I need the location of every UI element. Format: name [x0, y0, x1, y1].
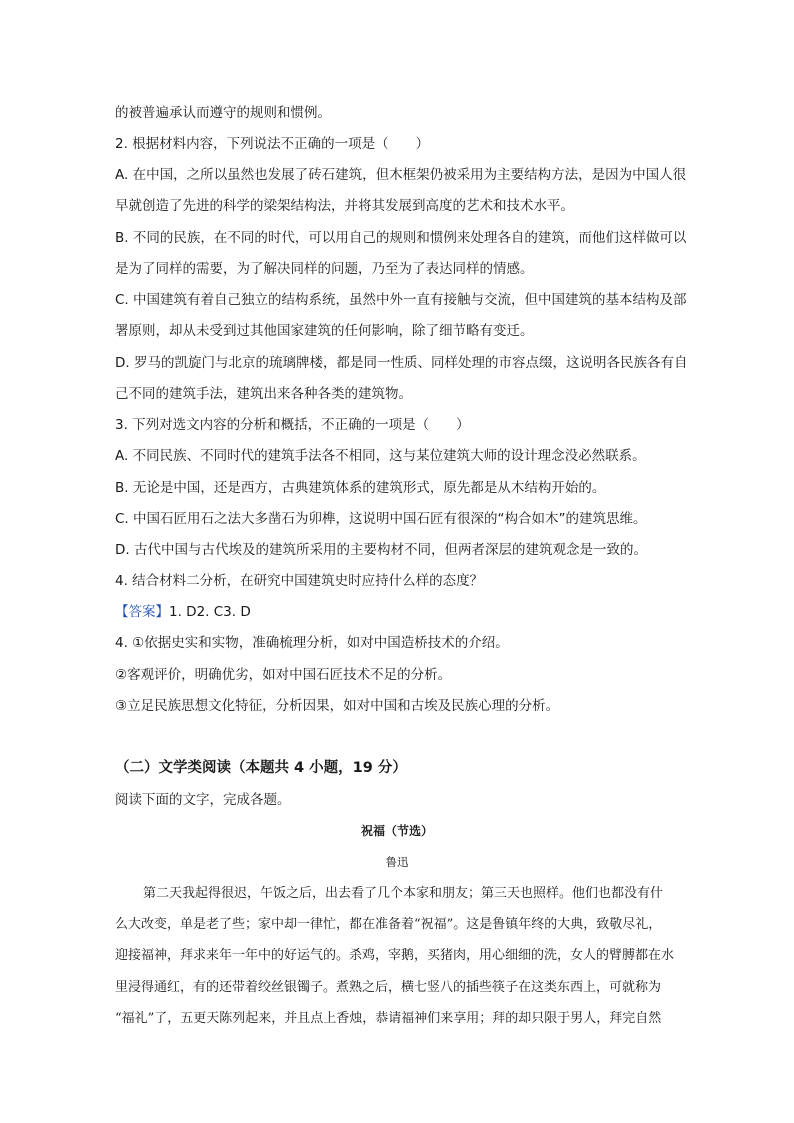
question-3: 3. 下列对选文内容的分析和概括，不正确的一项是（ ） — [115, 417, 470, 433]
answer-line — [115, 602, 705, 622]
analysis-line: ③立足民族思想文化特征，分析因果，如对中国和古埃及民族心理的分析。 — [115, 698, 560, 714]
answer-text: 1. D2. C3. D — [169, 604, 251, 620]
answer-tag: 【答案】 — [115, 604, 169, 620]
option-2a-line1: A. 在中国，之所以虽然也发展了砖石建筑，但木框架仍被采用为主要结构方法，是因为中国人很 — [115, 167, 687, 183]
question-4: 4. 结合材料二分析，在研究中国建筑史时应持什么样的态度？ — [115, 573, 484, 589]
option-3c: C. 中国石匠用石之法大多凿石为卯榫，这说明中国石匠有很深的“构合如木”的建筑思维。 — [115, 511, 647, 527]
option-3d: D. 古代中国与古代埃及的建筑所采用的主要构材不同，但两者深层的建筑观念是一致的。 — [115, 542, 647, 558]
story-line: 第二天我起得很迟，午饭之后，出去看了几个本家和朋友；第三天也照样。他们也都没有什 — [143, 886, 664, 901]
story-line: 里浸得通红，有的还带着绞丝银镯子。煮熟之后，横七竖八的插些筷子在这类东西上，可就称为 — [115, 980, 662, 995]
story-line: 么大改变，单是老了些；家中却一律忙，都在准备着“祝福”。这是鲁镇年终的大典，致敬尽礼， — [115, 917, 662, 932]
option-3a: A. 不同民族、不同时代的建筑手法各不相同，这与某位建筑大师的设计理念没必然联系。 — [115, 448, 646, 464]
analysis-line: 4. ①依据史实和实物，准确梳理分析，如对中国造桥技术的介绍。 — [115, 635, 509, 651]
story-title: 祝福（节选） — [360, 824, 433, 838]
reading-instruction: 阅读下面的文字，完成各题。 — [115, 792, 291, 808]
option-2b-line2: 是为了同样的需要，为了解决同样的问题，乃至为了表达同样的情感。 — [115, 261, 534, 277]
option-2b-line1: B. 不同的民族，在不同的时代，可以用自己的规则和惯例来处理各自的建筑，而他们这样做可以 — [115, 230, 687, 246]
section-heading: （二）文学类阅读（本题共 4 小题，19 分） — [115, 760, 407, 776]
option-2a-line2: 早就创造了先进的科学的梁架结构法，并将其发展到高度的艺术和技术水平。 — [115, 198, 574, 214]
question-2: 2. 根据材料内容，下列说法不正确的一项是（ ） — [115, 136, 430, 152]
option-2d-line1: D. 罗马的凯旋门与北京的琉璃牌楼，都是同一性质、同样处理的市容点缀，这说明各民族各有自 — [115, 355, 688, 371]
story-line: 迎接福神，拜求来年一年中的好运气的。杀鸡，宰鹅，买猪肉，用心细细的洗，女人的臂膊都在水 — [115, 948, 675, 963]
option-2c-line1: C. 中国建筑有着自己独立的结构系统，虽然中外一直有接触与交流，但中国建筑的基本结构及部 — [115, 292, 687, 308]
text-line: 的被普遍承认而遵守的规则和惯例。 — [115, 105, 331, 121]
option-2d-line2: 己不同的建筑手法，建筑出来各种各类的建筑物。 — [115, 386, 412, 402]
option-3b: B. 无论是中国，还是西方，古典建筑体系的建筑形式，原先都是从木结构开始的。 — [115, 480, 606, 496]
story-line: “福礼”了，五更天陈列起来，并且点上香烛，恭请福神们来享用；拜的却只限于男人，拜完自然 — [115, 1011, 662, 1026]
analysis-line: ②客观评价，明确优劣，如对中国石匠技术不足的分析。 — [115, 667, 452, 683]
option-2c-line2: 署原则，却从未受到过其他国家建筑的任何影响，除了细节略有变迁。 — [115, 323, 534, 339]
story-author: 鲁迅 — [385, 855, 409, 869]
